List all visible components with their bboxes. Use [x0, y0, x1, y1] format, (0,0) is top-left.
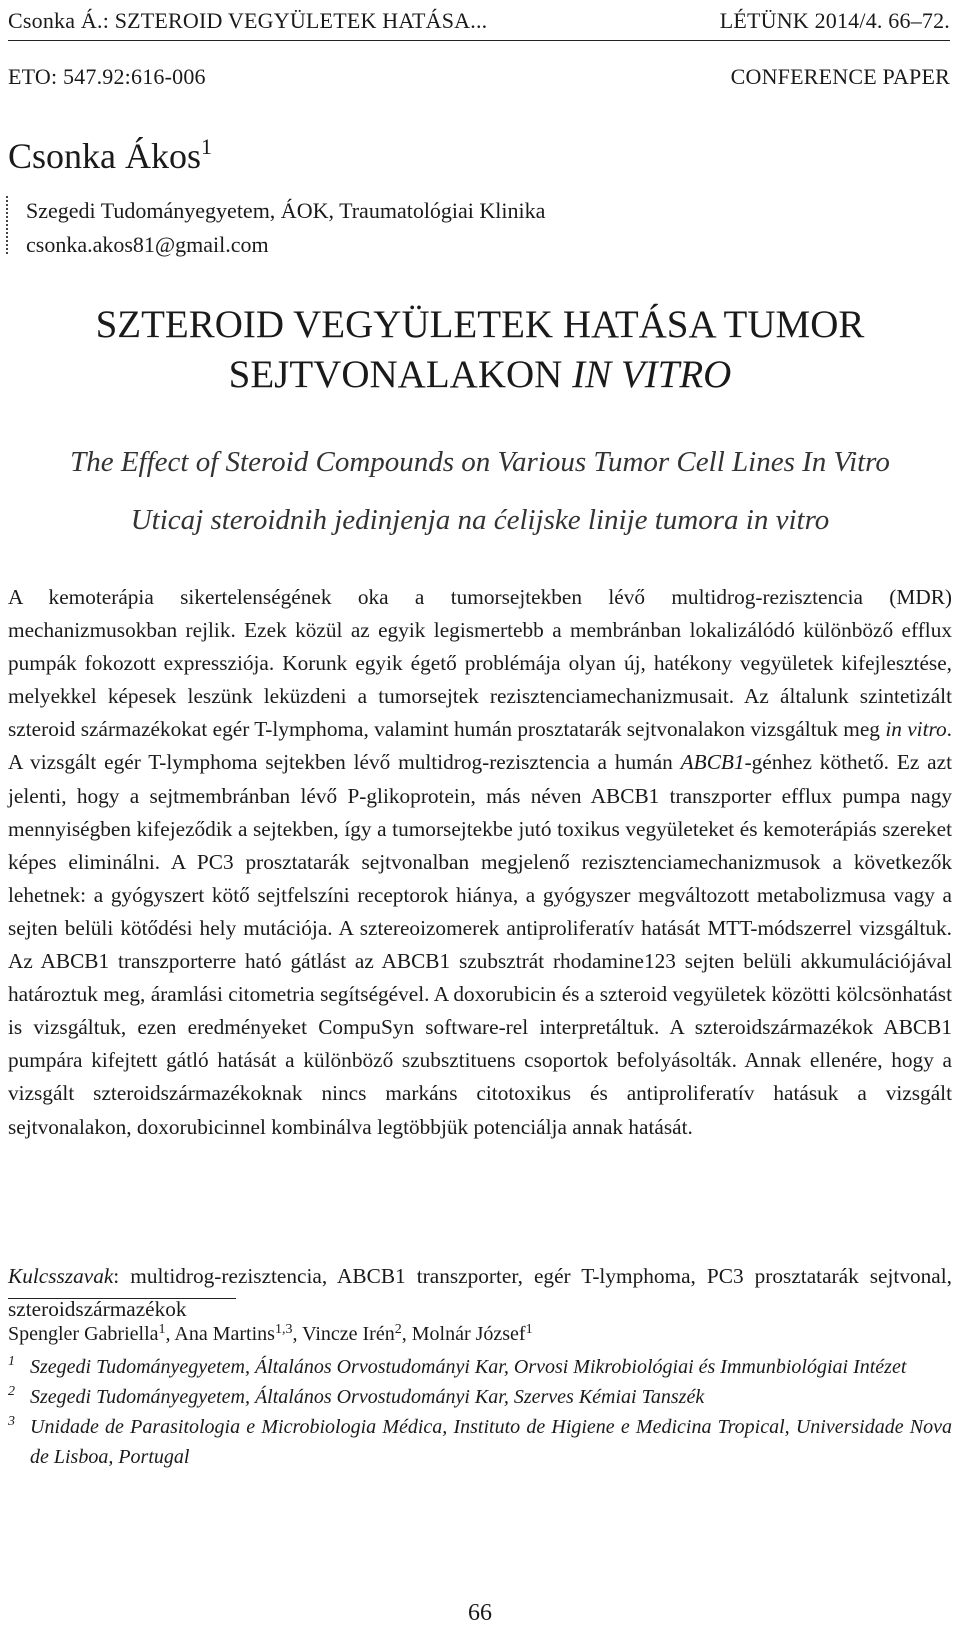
coauthor-name: Vincze Irén	[302, 1323, 395, 1345]
coauthor-name: Molnár József	[411, 1323, 526, 1345]
keywords	[8, 1260, 952, 1326]
author-name-text: Csonka Ákos	[8, 136, 202, 176]
author-affiliation: Szegedi Tudományegyetem, ÁOK, Traumatológiai Klinika	[26, 198, 546, 223]
coauthor-name: Spengler Gabriella	[8, 1323, 159, 1345]
coauthor	[302, 1323, 412, 1345]
footnote	[8, 1412, 952, 1472]
abstract-part-2: . A vizsgált egér T-lymphoma sejtekben lévő multidrog-rezisztencia a humán	[8, 717, 952, 775]
author-affiliation-block	[26, 194, 545, 262]
coauthor-separator: ,	[165, 1323, 175, 1345]
english-title: The Effect of Steroid Compounds on Various Tumor Cell Lines In Vitro	[70, 446, 890, 478]
page-number: 66	[468, 1600, 492, 1626]
title-line-2-plain: SEJTVONALAKON	[228, 353, 573, 396]
paper-type: CONFERENCE PAPER	[730, 64, 950, 89]
author-email[interactable]: csonka.akos81@gmail.com	[26, 232, 269, 257]
coauthor-name: Ana Martins	[174, 1323, 275, 1345]
footnote-number: 2	[8, 1384, 15, 1399]
serbian-title: Uticaj steroidnih jedinjenja na ćelijske linije tumora in vitro	[130, 504, 830, 536]
title-line-2	[0, 350, 960, 400]
footnote-number: 1	[8, 1354, 15, 1369]
coauthors-line	[8, 1322, 533, 1346]
footnote-number: 3	[8, 1414, 15, 1429]
running-header-left: Csonka Á.: SZTEROID VEGYÜLETEK HATÁSA...	[8, 8, 488, 33]
keywords-label: Kulcsszavak	[8, 1264, 114, 1288]
abstract-part-1: A kemoterápia sikertelenségének oka a tumorsejtekben lévő multidrog-rezisztencia (MDR) mechanizmusokban rejlik. Ezek közül az egyik legismertebb a membránban lokalizálódó különböző efflux pumpák fokozott expressziója. Korunk egyik égető problémája olyan új, hatékony vegyületek kifejlesztése, melyekkel képesek leszünk leküzdeni a tumorsejtek rezisztenciamechanizmusait. Az általunk szintetizált szteroid származékokat egér T-lymphoma, valamint humán prosztatarák sejtvonalakon vizsgáltuk meg	[8, 585, 952, 742]
footnote-text: Unidade de Parasitologia e Microbiologia Médica, Instituto de Higiene e Medicina Tropical, Universidade Nova de Lisboa, Portugal	[30, 1416, 952, 1468]
abstract-italic-gene: ABCB1	[680, 750, 745, 775]
udc-classification: ETO: 547.92:616-006	[8, 64, 206, 89]
paper-title	[0, 300, 960, 400]
footnote-rule	[8, 1298, 236, 1299]
coauthor	[8, 1323, 174, 1345]
coauthor	[174, 1323, 302, 1345]
coauthor-affiliation-mark: 2	[394, 1322, 402, 1337]
coauthor-affiliation-mark: 1	[158, 1322, 166, 1337]
coauthor	[412, 1323, 533, 1345]
affiliation-dotted-rule	[6, 196, 8, 254]
author-name	[8, 134, 212, 177]
footnote-text: Szegedi Tudományegyetem, Általános Orvostudományi Kar, Szerves Kémiai Tanszék	[30, 1386, 705, 1408]
footnote-text: Szegedi Tudományegyetem, Általános Orvostudományi Kar, Orvosi Mikrobiológiai és Immunbiológiai Intézet	[30, 1356, 907, 1378]
footnote	[8, 1352, 952, 1382]
coauthor-affiliation-mark: 1	[525, 1322, 533, 1337]
coauthor-separator: ,	[292, 1323, 303, 1345]
keywords-text: : multidrog-rezisztencia, ABCB1 transzporter, egér T-lymphoma, PC3 prosztatarák sejtvonal, szteroidszármazékok	[8, 1264, 952, 1322]
abstract-italic-in-vitro: in vitro	[885, 717, 947, 742]
header-rule	[8, 40, 950, 41]
footnotes	[8, 1352, 952, 1472]
coauthor-affiliation-mark: 1,3	[274, 1322, 293, 1337]
author-affiliation-mark: 1	[201, 134, 213, 159]
abstract-part-3: -génhez köthető. Ez azt jelenti, hogy a sejtmembránban lévő P-glikoprotein, más néven ABCB1 transzporter efflux pumpa nagy mennyiségben kifejeződik a sejtekben, így a tumorsejtekbe jutó toxikus vegyületeket és kemoterápiás szereket képes eliminálni. A PC3 prosztatarák sejtvonalban megjelenő rezisztenciamechanizmusok a következők lehetnek: a gyógyszert kötő sejtfelszíni receptorok hiánya, a gyógyszer megváltozott metabolizmusa vagy a sejten belüli kötődési hely mutációja. A sztereoizomerek antiproliferatív hatását MTT-módszerrel vizsgáltuk. Az ABCB1 transzporterre ható gátlást az ABCB1 szubsztrát rhodamine123 sejten belüli akkumulációjával határoztuk meg, áramlási citometria segítségével. A doxorubicin és a szteroid vegyületek közötti kölcsönhatást is vizsgáltuk, ezen eredményeket CompuSyn software-rel interpretáltuk. A szteroidszármazékok ABCB1 pumpára kifejtett gátló hatását a különböző szubsztituens csoportok befolyásolták. Annak ellenére, hogy a vizsgált szteroidszármazékoknak nincs markáns citotoxikus és antiproliferatív hatásuk a vizsgált sejtvonalakon, doxorubicinnel kombinálva legtöbbjük potenciálja annak hatását.	[8, 750, 952, 1139]
coauthor-separator: ,	[401, 1323, 412, 1345]
title-line-2-italic: IN VITRO	[572, 353, 732, 396]
running-header-right: LÉTÜNK 2014/4. 66–72.	[719, 8, 950, 33]
abstract	[8, 581, 952, 1144]
footnote	[8, 1382, 952, 1412]
title-line-1: SZTEROID VEGYÜLETEK HATÁSA TUMOR	[95, 303, 865, 346]
